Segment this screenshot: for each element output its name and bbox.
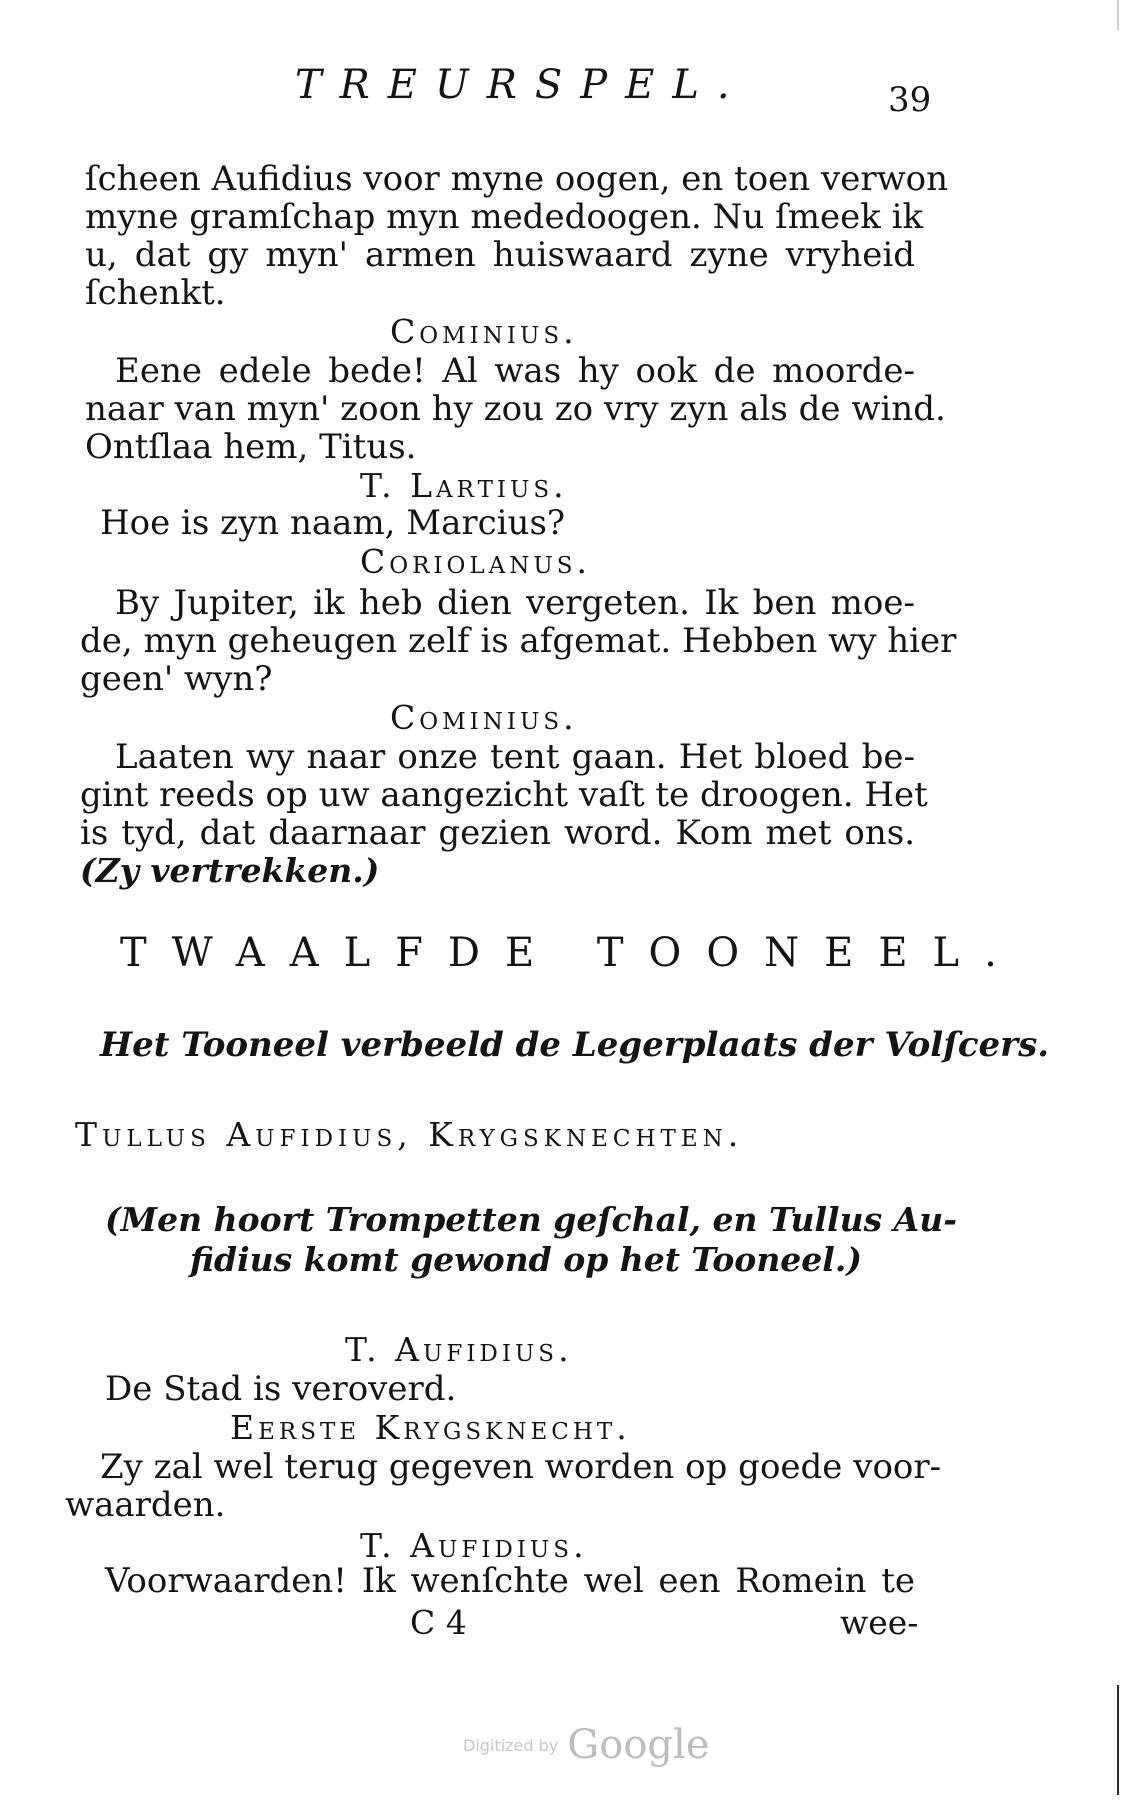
speaker-name: T. Aufidius. (360, 1526, 588, 1565)
page-number: 39 (888, 80, 932, 120)
scan-edge-mark (1117, 0, 1119, 30)
stage-direction: fidius komt gewond op het Tooneel.) (190, 1240, 862, 1279)
speaker-name: Cominius. (390, 312, 578, 351)
running-head: TREURSPEL. (295, 62, 748, 108)
text-line: gint reeds op uw aangezicht vaſt te droogen. Het (80, 775, 928, 815)
cast-list: Tullus Aufidius, Krygsknechten. (75, 1115, 744, 1154)
signature-mark: C 4 (410, 1603, 467, 1642)
text-line: myne gramſchap myn mededoogen. Nu ſmeek ik (85, 197, 924, 237)
text-line: de, myn geheugen zelf is afgemat. Hebben wy hier (80, 621, 957, 661)
text-line: Ontſlaa hem, Titus. (85, 427, 417, 467)
speaker-name: T. Lartius. (360, 466, 568, 505)
scene-title: TWAALFDE TOONEEL. (120, 930, 1022, 976)
text-line: By Jupiter, ik heb dien vergeten. Ik ben moe- (115, 583, 915, 623)
text-line: De Stad is veroverd. (105, 1369, 457, 1409)
text-line: ſchenkt. (85, 273, 226, 313)
watermark-prefix: Digitized by (463, 1735, 559, 1755)
text-line: waarden. (65, 1485, 226, 1525)
text-line: Hoe is zyn naam, Marcius? (100, 503, 566, 543)
stage-direction: (Men hoort Trompetten geſchal, en Tullus Au- (105, 1200, 957, 1239)
text-line: u, dat gy myn' armen huiswaard zyne vryheid (85, 235, 915, 275)
scan-edge-mark (1117, 1685, 1119, 1795)
text-line: naar van myn' zoon hy zou zo vry zyn als de wind. (85, 389, 946, 429)
speaker-name: T. Aufidius. (345, 1330, 573, 1369)
text-line: ſcheen Aufidius voor myne oogen, en toen verwon (85, 159, 949, 199)
digitization-watermark (463, 1722, 709, 1768)
google-logo: Google (567, 1722, 710, 1768)
text-line: Zy zal wel terug gegeven worden op goede voor- (100, 1447, 942, 1487)
speaker-name: Coriolanus. (360, 542, 592, 581)
text-line: Voorwaarden! Ik wenſchte wel een Romein te (105, 1561, 915, 1601)
text-line: Eene edele bede! Al was hy ook de moorde- (115, 351, 915, 391)
speaker-name: Cominius. (390, 698, 578, 737)
speaker-name: Eerste Krygsknecht. (230, 1408, 631, 1447)
text-line: Laaten wy naar onze tent gaan. Het bloed be- (115, 737, 915, 777)
stage-direction: (Zy vertrekken.) (80, 851, 380, 890)
text-line: is tyd, dat daarnaar gezien word. Kom met ons. (80, 813, 915, 853)
text-line: geen' wyn? (80, 659, 273, 699)
scene-setting: Het Tooneel verbeeld de Legerplaats der Volſcers. (100, 1025, 1050, 1065)
catchword: wee- (840, 1603, 919, 1642)
